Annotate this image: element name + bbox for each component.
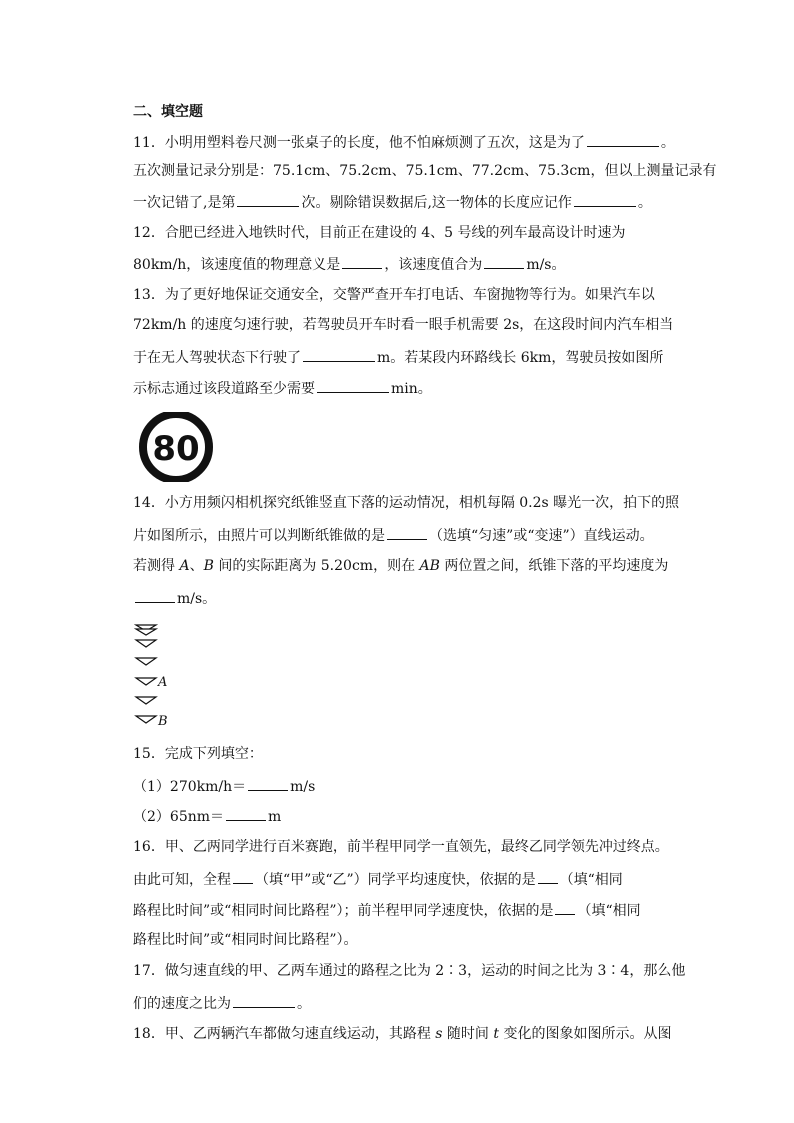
q14-text-h: m/s。 (177, 591, 217, 607)
q13-line-2 (133, 316, 673, 334)
q16-blank-3[interactable] (555, 900, 575, 915)
q13-blank-1[interactable] (303, 347, 375, 362)
q13-text-b: 72km/h 的速度匀速行驶，若驾驶员开车时看一眼手机需要 2s，在这段时间内汽车相当 (133, 317, 674, 333)
q14-line-3 (133, 557, 668, 575)
q14-text-a: 14．小方用频闪相机探究纸锥竖直下落的运动情况，相机每隔 0.2s 曝光一次，拍下的照 (133, 495, 680, 511)
q14-text-d: 若测得 (133, 558, 180, 574)
q14-text-b: 片如图所示，由照片可以判断纸锥做的是 (133, 528, 385, 544)
q12-blank-1[interactable] (342, 254, 382, 269)
q12-text-a: 12．合肥已经进入地铁时代，目前正在建设的 4、5 号线的列车最高设计时速为 (133, 225, 626, 241)
section-title: 二、填空题 (133, 104, 203, 120)
q11-line-1 (133, 132, 675, 152)
q16-line-3 (133, 900, 641, 920)
q11-blank-1[interactable] (587, 132, 659, 147)
cone-label-b: B (158, 714, 168, 729)
cone-frame-3 (136, 640, 156, 647)
q14-blank-2[interactable] (135, 588, 175, 603)
q11-blank-2[interactable] (237, 192, 299, 207)
q13-text-a: 13．为了更好地保证交通安全，交警严查开车打电话、车窗抛物等行为。如果汽车以 (133, 287, 655, 303)
q13-line-3 (133, 347, 663, 367)
q16-text-a: 16．甲、乙两同学进行百米赛跑，前半程甲同学一直领先，最终乙同学领先冲过终点。 (133, 839, 669, 855)
q15-blank-2[interactable] (226, 806, 266, 821)
q15-text-d: （2）65nm＝ (133, 809, 225, 825)
q16-text-e: 路程比时间”或“相同时间比路程”）；前半程甲同学速度快，依据的是 (133, 903, 554, 919)
q13-line-1 (133, 286, 655, 304)
q14-text-e: 、 (189, 558, 204, 574)
q17-text-a: 17．做匀速直线的甲、乙两车通过的路程之比为 2∶3，运动的时间之比为 3∶4，那么他 (133, 963, 686, 979)
cone-frame-5 (136, 678, 156, 685)
q14-line-2 (133, 525, 654, 545)
q14-point-a: A (179, 558, 190, 574)
q14-text-f: 间的实际距离为 5.20cm，则在 (213, 558, 420, 574)
q15-text-a: 15．完成下列填空： (133, 746, 263, 762)
q13-line-4 (133, 378, 432, 398)
q14-blank-1[interactable] (387, 525, 427, 540)
q16-line-4 (133, 931, 357, 949)
q13-blank-2[interactable] (317, 378, 389, 393)
q11-line-3 (133, 192, 652, 212)
q15-line-3 (133, 806, 281, 826)
q18-var-s: s (435, 1026, 443, 1042)
cone-frame-4 (136, 658, 156, 665)
q15-text-c: m/s (290, 779, 316, 795)
q16-text-g: 路程比时间”或“相同时间比路程”）。 (133, 932, 358, 948)
q15-line-2 (133, 776, 315, 796)
q18-text-b: 随时间 (442, 1026, 494, 1042)
q13-text-f: min。 (391, 381, 432, 397)
q12-text-c: ，该速度值合为 (384, 257, 483, 273)
sign-number: 80 (152, 429, 200, 469)
q17-blank-1[interactable] (233, 993, 295, 1008)
q12-text-b: 80km/h，该速度值的物理意义是 (133, 257, 341, 273)
q14-point-b: B (203, 558, 214, 574)
q18-var-t: t (493, 1026, 499, 1042)
q15-blank-1[interactable] (248, 776, 288, 791)
q18-line-1 (133, 1025, 671, 1043)
q14-line-1 (133, 494, 679, 512)
q16-text-b: 由此可知，全程 (133, 872, 231, 888)
q17-text-b: 们的速度之比为 (133, 996, 231, 1012)
q11-text-c: 五次测量记录分别是：75.1cm、75.2cm、75.1cm、77.2cm、75.3cm，但以上测量记录有 (133, 163, 717, 179)
q16-text-d: （填“相同 (559, 872, 623, 888)
q17-text-c: 。 (297, 996, 311, 1012)
q11-line-2 (133, 162, 716, 180)
q16-blank-1[interactable] (233, 869, 253, 884)
q15-line-1 (133, 745, 263, 763)
q11-blank-3[interactable] (574, 192, 636, 207)
q13-text-e: 示标志通过该段道路至少需要 (133, 381, 315, 397)
q16-line-1 (133, 838, 669, 856)
q17-line-1 (133, 962, 685, 980)
q16-text-f: （填“相同 (577, 903, 641, 919)
falling-cone-photo (134, 620, 184, 730)
q16-line-2 (133, 869, 623, 889)
cone-frame-6 (136, 697, 156, 704)
q13-text-c: 于在无人驾驶状态下行驶了 (133, 350, 301, 366)
q14-line-4 (133, 588, 216, 608)
q11-text-d: 一次记错了,是第 (133, 195, 236, 211)
q13-text-d: m。若某段内环路线长 6km，驾驶员按如图所 (377, 350, 664, 366)
cone-frame-7 (136, 716, 156, 723)
q14-segment-ab: AB (419, 558, 440, 574)
q16-text-c: （填“甲”或“乙”）同学平均速度快，依据的是 (255, 872, 536, 888)
cone-label-a: A (158, 675, 168, 690)
q18-text-a: 18．甲、乙两辆汽车都做匀速直线运动，其路程 (133, 1026, 436, 1042)
cone-frame-2 (136, 629, 156, 635)
q12-line-1 (133, 224, 626, 242)
speed-limit-sign (134, 412, 218, 482)
q11-text-b: 。 (660, 135, 675, 151)
q11-text-e: 次。剔除错误数据后,这一物体的长度应记作 (301, 195, 572, 211)
q15-text-b: （1）270km/h＝ (133, 779, 247, 795)
q17-line-2 (133, 993, 311, 1013)
q14-text-c: （选填“匀速”或“变速”）直线运动。 (429, 528, 654, 544)
q18-text-c: 变化的图象如图所示。从图 (499, 1026, 672, 1042)
q12-line-2 (133, 254, 566, 274)
q15-text-e: m (268, 809, 282, 825)
q12-text-d: m/s。 (526, 257, 566, 273)
q14-text-g: 两位置之间，纸锥下落的平均速度为 (439, 558, 669, 574)
q16-blank-2[interactable] (538, 869, 558, 884)
q11-text-a: 11．小明用塑料卷尺测一张桌子的长度，他不怕麻烦测了五次，这是为了 (133, 135, 585, 151)
q12-blank-2[interactable] (484, 254, 524, 269)
q11-text-f: 。 (637, 195, 652, 211)
